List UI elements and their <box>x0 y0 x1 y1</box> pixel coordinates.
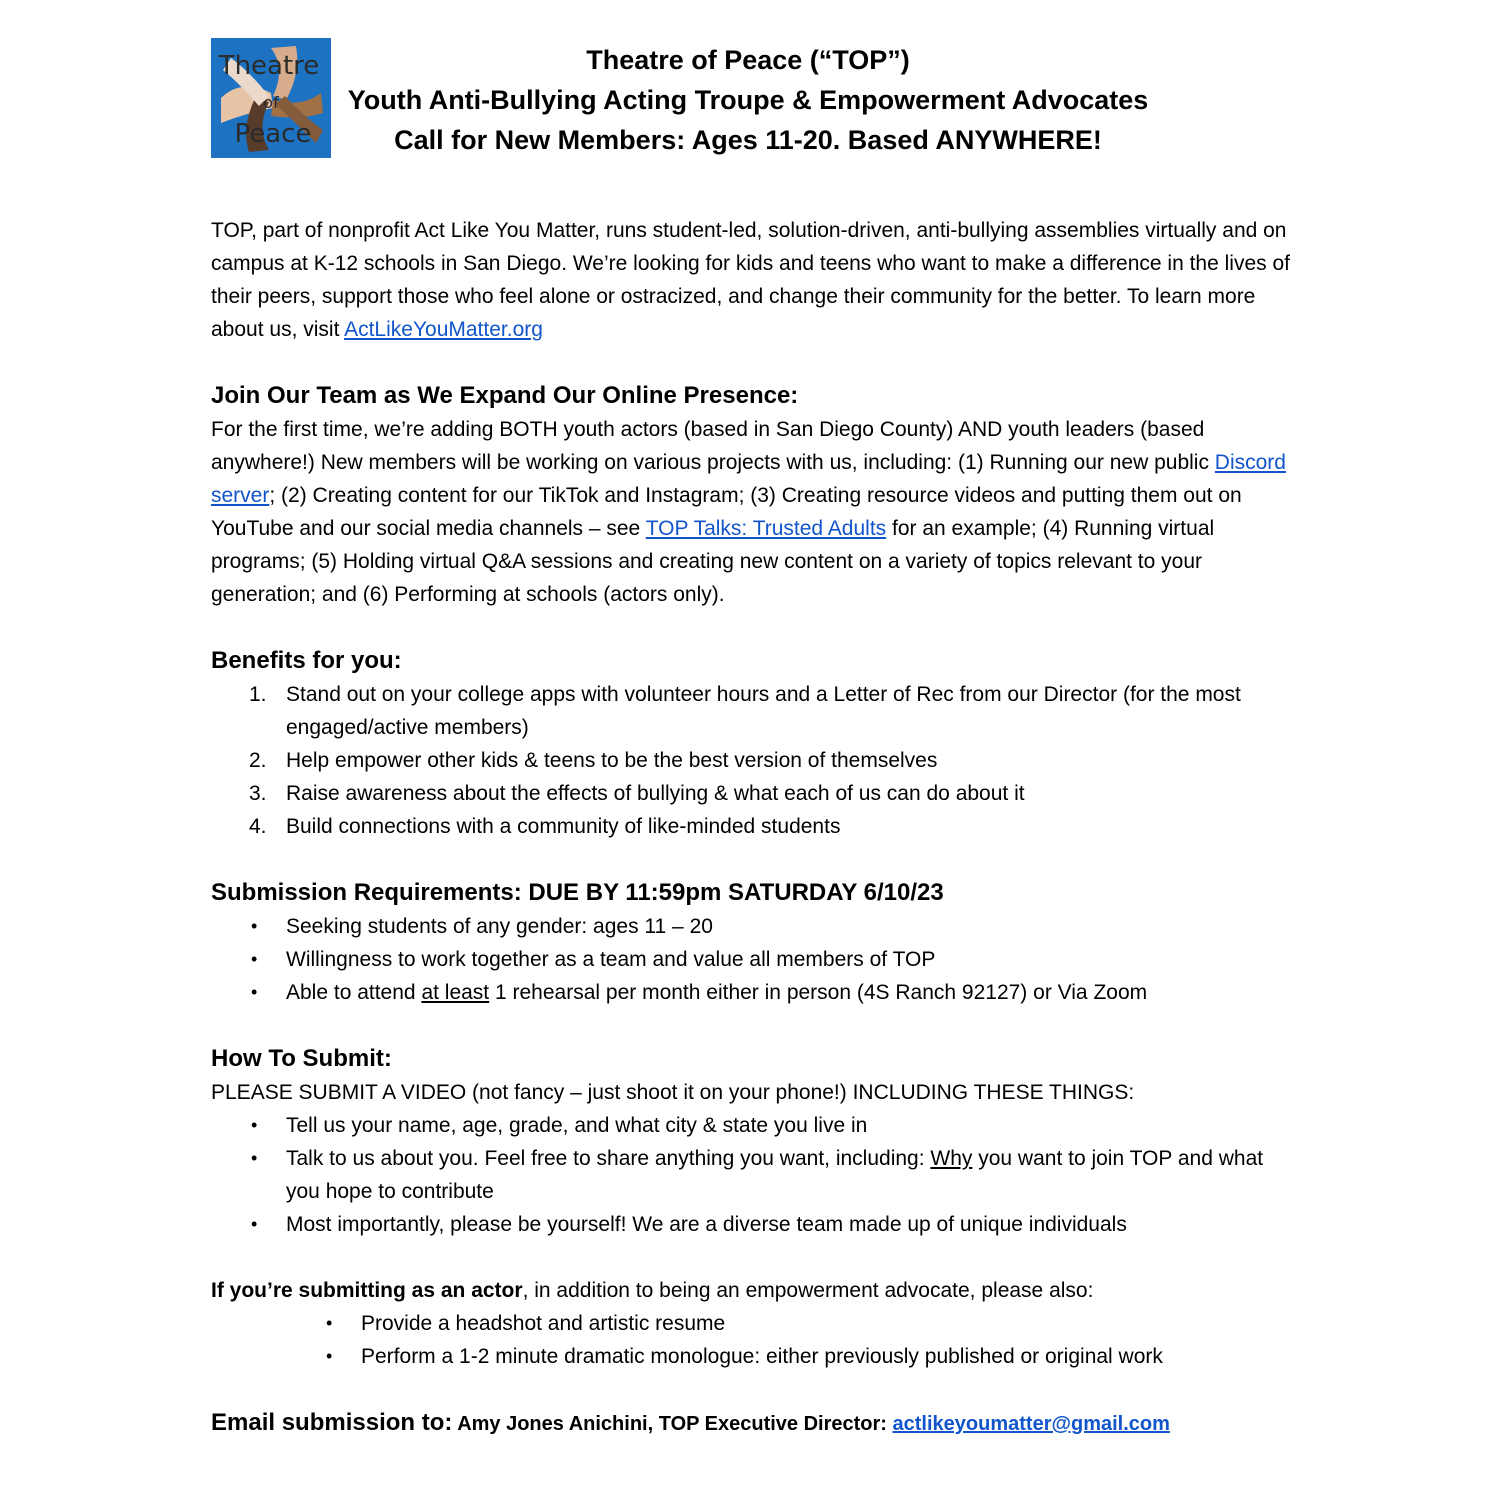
logo-text-of: of <box>263 93 279 112</box>
benefits-list <box>211 678 1291 843</box>
submit-list <box>211 1109 1291 1241</box>
list-item: • Talk to us about you. Feel free to share anything you want, including: Why you want to join TOP and what you hope to contribute <box>211 1142 1291 1208</box>
page-title <box>330 40 1166 160</box>
benefits-heading: Benefits for you: <box>211 647 402 674</box>
list-item: • Perform a 1-2 minute dramatic monologue: either previously published or original work <box>211 1340 1291 1373</box>
requirements-heading: Submission Requirements: DUE BY 11:59pm SATURDAY 6/10/23 <box>211 879 944 906</box>
bullet-icon: • <box>251 982 258 1002</box>
bullet-icon: • <box>251 949 258 969</box>
list-item: 3. Raise awareness about the effects of bullying & what each of us can do about it <box>249 782 1025 805</box>
bullet-icon: • <box>251 1115 258 1135</box>
bullet-icon: • <box>251 1214 258 1234</box>
bullet-icon: • <box>251 916 258 936</box>
join-heading: Join Our Team as We Expand Our Online Presence: <box>211 382 799 409</box>
email-line: Email submission to: Amy Jones Anichini, TOP Executive Director: actlikeyoumatter@gmail.com <box>211 1409 1170 1436</box>
title-line-3: Call for New Members: Ages 11-20. Based ANYWHERE! <box>394 125 1102 155</box>
bullet-icon: • <box>251 1148 258 1168</box>
discord-server-link[interactable]: Discord server <box>211 451 1286 507</box>
document-body <box>211 214 1291 1441</box>
join-text-1: For the first time, we’re adding BOTH youth actors (based in San Diego County) AND youth leaders (based anywhere!) New members will be working on various projects with us, including: (1) Running our new public <box>211 418 1215 474</box>
bullet-icon: • <box>326 1346 333 1366</box>
title-line-1: Theatre of Peace (“TOP”) <box>586 45 910 75</box>
bullet-icon: • <box>326 1313 333 1333</box>
logo-text-peace: Peace <box>234 119 312 149</box>
join-text-3: for an example; (4) Running virtual programs; (5) Holding virtual Q&A sessions and creating new content on a variety of topics relevant to your generation; and (6) Performing at schools (actors only). <box>211 517 1215 606</box>
title-line-2: Youth Anti-Bullying Acting Troupe & Empowerment Advocates <box>347 85 1149 115</box>
list-item: • Willingness to work together as a team and value all members of TOP <box>211 943 1291 976</box>
requirements-list <box>211 910 1291 1009</box>
list-item: • Seeking students of any gender: ages 11 – 20 <box>211 910 1291 943</box>
list-item: 1. Stand out on your college apps with volunteer hours and a Letter of Rec from our Director (for the most engaged/active members) <box>249 683 1241 739</box>
theatre-of-peace-logo <box>211 38 331 158</box>
join-paragraph <box>211 413 1291 611</box>
intro-text: TOP, part of nonprofit Act Like You Matter, runs student-led, solution-driven, anti-bullying assemblies virtually and on campus at K-12 schools in San Diego. We’re looking for kids and teens who want to make a difference in the lives of their peers, support those who feel alone or ostracized, and change their community for the better. To learn more about us, visit <box>211 219 1290 341</box>
actor-paragraph: If you’re submitting as an actor, in addition to being an empowerment advocate, please also: <box>211 1279 1094 1302</box>
logo-text-theatre: Theatre <box>218 51 320 81</box>
list-item: • Provide a headshot and artistic resume <box>211 1307 1291 1340</box>
submit-intro: PLEASE SUBMIT A VIDEO (not fancy – just shoot it on your phone!) INCLUDING THESE THINGS: <box>211 1081 1135 1104</box>
list-item: • Tell us your name, age, grade, and what city & state you live in <box>211 1109 1291 1142</box>
top-talks-link[interactable]: TOP Talks: Trusted Adults <box>645 517 887 540</box>
actlikeyoumatter-link[interactable]: ActLikeYouMatter.org <box>344 318 543 341</box>
list-item: 2. Help empower other kids & teens to be the best version of themselves <box>249 749 938 772</box>
list-item: • Most importantly, please be yourself! We are a diverse team made up of unique individuals <box>211 1208 1291 1241</box>
list-item: 4. Build connections with a community of like-minded students <box>249 815 841 838</box>
join-text-2: ; (2) Creating content for our TikTok and Instagram; (3) Creating resource videos and putting them out on YouTube and our social media channels – see <box>211 484 1242 540</box>
actor-list <box>211 1307 1291 1373</box>
email-link[interactable]: actlikeyoumatter@gmail.com <box>892 1413 1170 1435</box>
list-item: • Able to attend at least 1 rehearsal per month either in person (4S Ranch 92127) or Via Zoom <box>211 976 1291 1009</box>
how-to-submit-heading: How To Submit: <box>211 1045 392 1072</box>
intro-paragraph <box>211 214 1291 346</box>
